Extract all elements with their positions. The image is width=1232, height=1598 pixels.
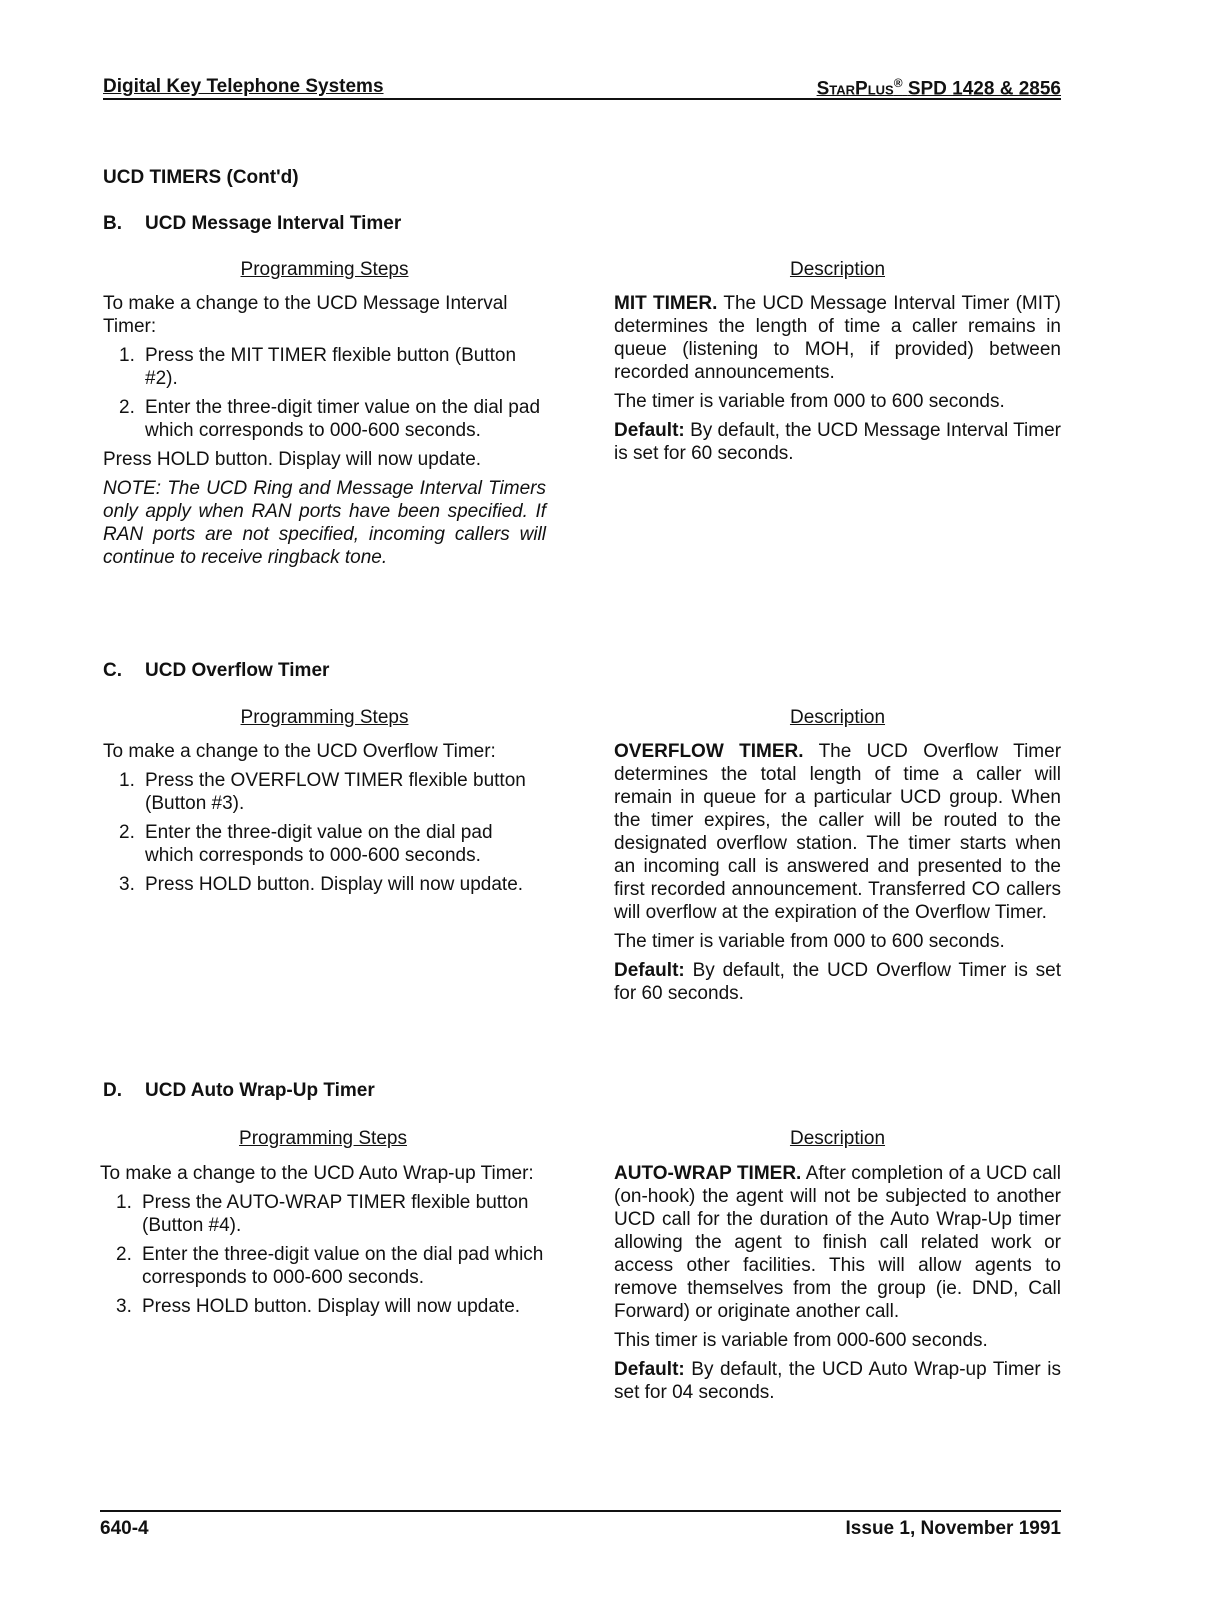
page-title: UCD TIMERS (Cont'd)	[103, 167, 299, 188]
section-c-steps	[103, 740, 546, 902]
header-left: Digital Key Telephone Systems	[103, 76, 384, 97]
section-b-steps-heading: Programming Steps	[240, 259, 409, 280]
section-b-after: Press HOLD button. Display will now update.	[103, 449, 482, 470]
section-c-steps-heading: Programming Steps	[240, 707, 409, 728]
issue-date: Issue 1, November 1991	[845, 1518, 1061, 1539]
step-text: Enter the three-digit value on the dial pad which corresponds to 000-600 seconds.	[142, 1244, 544, 1288]
section-d-intro: To make a change to the UCD Auto Wrap-up Timer:	[100, 1163, 534, 1184]
section-c-default	[614, 959, 1061, 1005]
section-d-desc-lead: AUTO-WRAP TIMER.	[614, 1163, 802, 1184]
default-label: Default:	[614, 1359, 685, 1380]
step-text: Enter the three-digit value on the dial pad which corresponds to 000-600 seconds.	[145, 822, 493, 866]
section-b-desc-lead: MIT TIMER.	[614, 293, 718, 314]
step-number: 1.	[119, 770, 135, 791]
section-b-steps	[103, 292, 546, 575]
step-number: 2.	[119, 397, 135, 418]
step-item	[103, 873, 546, 896]
step-text: Press the MIT TIMER flexible button (Button #2).	[145, 345, 517, 389]
step-number: 1.	[119, 345, 135, 366]
step-number: 3.	[116, 1296, 132, 1317]
step-item	[103, 396, 546, 442]
section-b-step-list	[103, 344, 546, 442]
page-footer	[100, 1510, 1061, 1542]
step-item	[103, 344, 546, 390]
section-b-description	[614, 292, 1061, 471]
header-model: SPD 1428 & 2856	[907, 78, 1061, 100]
step-text: Enter the three-digit timer value on the dial pad which corresponds to 000-600 seconds.	[145, 397, 541, 441]
step-text: Press HOLD button. Display will now update.	[145, 874, 524, 895]
step-item	[100, 1295, 546, 1318]
section-c-desc-para	[614, 740, 1061, 924]
section-b-desc-para	[614, 292, 1061, 384]
page-header	[103, 76, 1061, 100]
section-b-desc-heading: Description	[789, 259, 886, 280]
step-item	[100, 1243, 546, 1289]
step-item	[100, 1191, 546, 1237]
section-d-steps	[100, 1162, 546, 1324]
step-number: 3.	[119, 874, 135, 895]
section-d-steps-heading: Programming Steps	[239, 1128, 407, 1149]
section-c-title: UCD Overflow Timer	[145, 660, 330, 681]
step-item	[103, 821, 546, 867]
section-c-letter: C.	[103, 660, 122, 681]
section-b-desc-text: The UCD Message Interval Timer (MIT) determines the length of time a caller remains in queue (listening to MOH, if provided) between recorded announcements.	[614, 293, 1061, 383]
section-b-letter: B.	[103, 213, 122, 234]
section-d-desc-heading: Description	[789, 1128, 886, 1149]
step-text: Press HOLD button. Display will now update.	[142, 1296, 521, 1317]
section-d-description	[614, 1162, 1061, 1410]
header-brand: StarPlus	[816, 78, 894, 100]
default-label: Default:	[614, 420, 685, 441]
section-c-desc-heading: Description	[789, 707, 886, 728]
step-text: Press the OVERFLOW TIMER flexible button (Button #3).	[145, 770, 526, 814]
step-number: 1.	[116, 1192, 132, 1213]
section-d-default	[614, 1358, 1061, 1404]
section-c-step-list	[103, 769, 546, 896]
section-d-variable: This timer is variable from 000-600 seconds.	[614, 1330, 988, 1351]
section-c-description	[614, 740, 1061, 1011]
section-b-variable: The timer is variable from 000 to 600 seconds.	[614, 391, 1005, 412]
section-d-heading	[103, 1080, 375, 1102]
section-b-default	[614, 419, 1061, 465]
section-c-intro: To make a change to the UCD Overflow Timer:	[103, 741, 496, 762]
section-c-desc-text: The UCD Overflow Timer determines the total length of time a caller will remain in queue for a particular UCD group. When the timer expires, the caller will be routed to the designated overflow station. The timer starts when an incoming call is answered and presented to the first recorded announcement. Transferred CO callers will overflow at the expiration of the Overflow Timer.	[614, 741, 1062, 923]
section-d-desc-para	[614, 1162, 1061, 1323]
default-label: Default:	[614, 960, 685, 981]
section-d-desc-text: After completion of a UCD call (on-hook) the agent will not be subjected to another UCD call for the duration of the Auto Wrap-Up timer allowing the agent to finish call related work or access other facilities. This will allow agents to remove themselves from the group (ie. DND, Call Forward) or originate another call.	[614, 1163, 1061, 1322]
registered-mark: ®	[893, 76, 903, 90]
step-number: 2.	[116, 1244, 132, 1265]
section-b-heading	[103, 213, 401, 235]
section-b-intro: To make a change to the UCD Message Interval Timer:	[103, 293, 508, 337]
default-text: By default, the UCD Message Interval Timer is set for 60 seconds.	[614, 420, 1061, 464]
step-number: 2.	[119, 822, 135, 843]
header-right	[817, 76, 1061, 100]
section-d-step-list	[100, 1191, 546, 1318]
default-text: By default, the UCD Auto Wrap-up Timer is set for 04 seconds.	[614, 1359, 1062, 1403]
step-item	[103, 769, 546, 815]
page-number: 640-4	[100, 1518, 149, 1539]
section-d-title: UCD Auto Wrap-Up Timer	[145, 1080, 375, 1101]
default-text: By default, the UCD Overflow Timer is set for 60 seconds.	[614, 960, 1062, 1004]
section-b-title: UCD Message Interval Timer	[145, 213, 402, 234]
section-c-desc-lead: OVERFLOW TIMER.	[614, 741, 804, 762]
section-c-heading	[103, 660, 329, 682]
section-d-letter: D.	[103, 1080, 122, 1101]
section-b-note: NOTE: The UCD Ring and Message Interval Timers only apply when RAN ports have been specified. If RAN ports are not specified, incoming callers will continue to receive ringback tone.	[103, 478, 546, 568]
section-c-variable: The timer is variable from 000 to 600 seconds.	[614, 931, 1005, 952]
step-text: Press the AUTO-WRAP TIMER flexible button (Button #4).	[142, 1192, 529, 1236]
